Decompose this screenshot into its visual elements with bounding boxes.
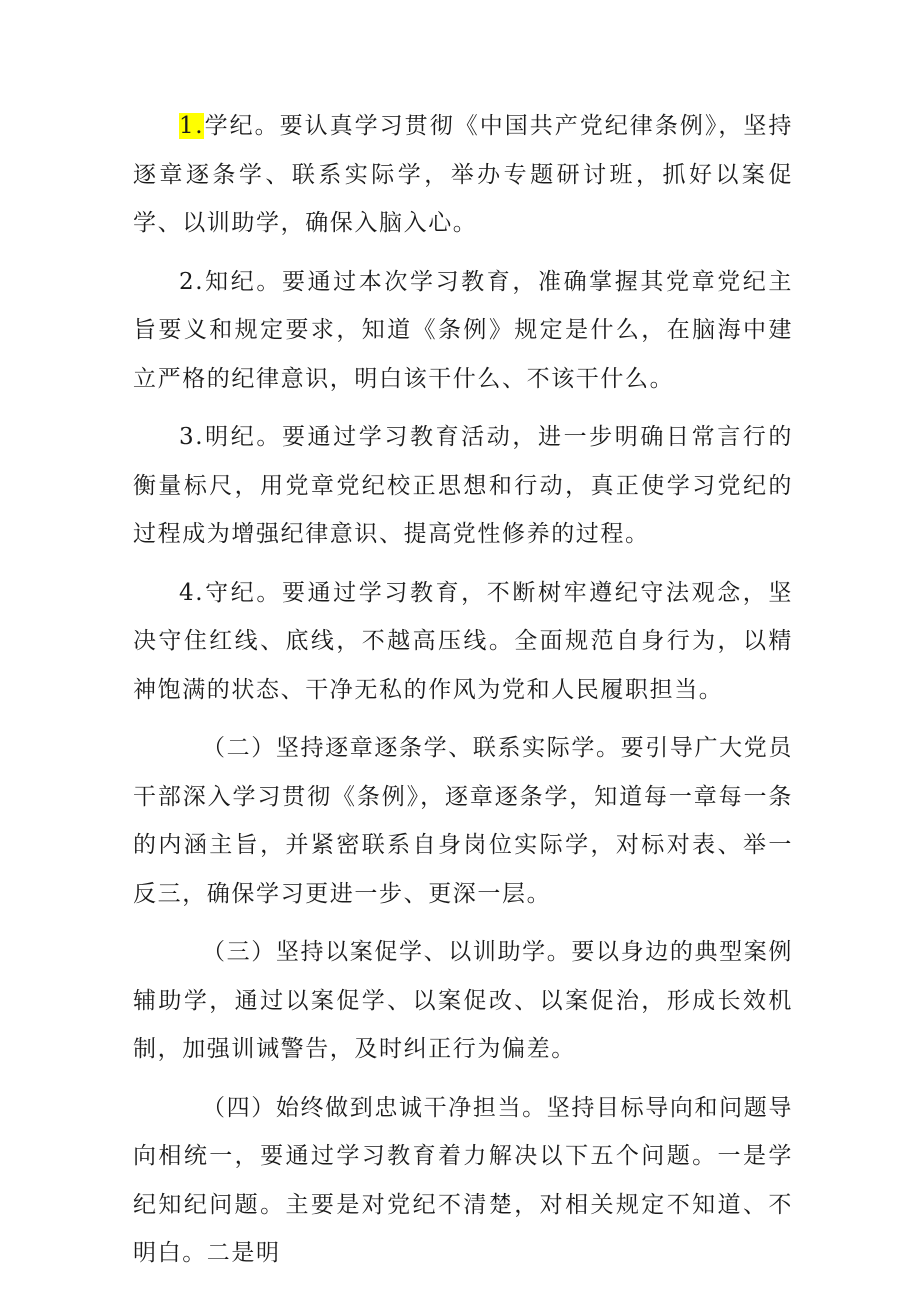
paragraph-6 — [133, 928, 793, 1074]
paragraph-5 — [133, 724, 793, 918]
paragraph-text: .知纪。要通过本次学习教育，准确掌握其党章党纪主旨要义和规定要求，知道《条例》规定是什么，在脑海中建立严格的纪律意识，明白该干什么、不该干什么。 — [133, 268, 793, 392]
highlighted-marker: 1. — [179, 113, 205, 139]
document-body — [133, 102, 793, 1288]
paragraph-7 — [133, 1084, 793, 1278]
paragraph-marker: 3 — [179, 424, 196, 450]
paragraph-text: （三）坚持以案促学、以训助学。要以身边的典型案例辅助学，通过以案促学、以案促改、以案促治，形成长效机制，加强训诫警告，及时纠正行为偏差。 — [133, 939, 793, 1062]
paragraph-text: （二）坚持逐章逐条学、联系实际学。要引导广大党员干部深入学习贯彻《条例》，逐章逐条学，知道每一章每一条的内涵主旨，并紧密联系自身岗位实际学，对标对表、举一反三，确保学习更进一步、更深一层。 — [133, 735, 793, 907]
paragraph-text: （四）始终做到忠诚干净担当。坚持目标导向和问题导向相统一，要通过学习教育着力解决以下五个问题。一是学纪知纪问题。主要是对党纪不清楚，对相关规定不知道、不明白。二是明 — [133, 1094, 793, 1266]
paragraph-marker: 4 — [179, 579, 196, 606]
paragraph-text: .守纪。要通过学习教育，不断树牢遵纪守法观念，坚决守住红线、底线，不越高压线。全面规范自身行为，以精神饱满的状态、干净无私的作风为党和人民履职担当。 — [133, 579, 793, 703]
paragraph-text: .明纪。要通过学习教育活动，进一步明确日常言行的衡量标尺，用党章党纪校正思想和行动，真正使学习党纪的过程成为增强纪律意识、提高党性修养的过程。 — [133, 424, 793, 547]
paragraph-text: 学纪。要认真学习贯彻《中国共产党纪律条例》，坚持逐章逐条学、联系实际学，举办专题研讨班，抓好以案促学、以训助学，确保入脑入心。 — [133, 113, 793, 236]
paragraph-3 — [133, 413, 793, 559]
paragraph-4 — [133, 569, 793, 715]
paragraph-1 — [133, 102, 793, 248]
paragraph-marker: 2 — [179, 268, 196, 295]
paragraph-2 — [133, 258, 793, 404]
